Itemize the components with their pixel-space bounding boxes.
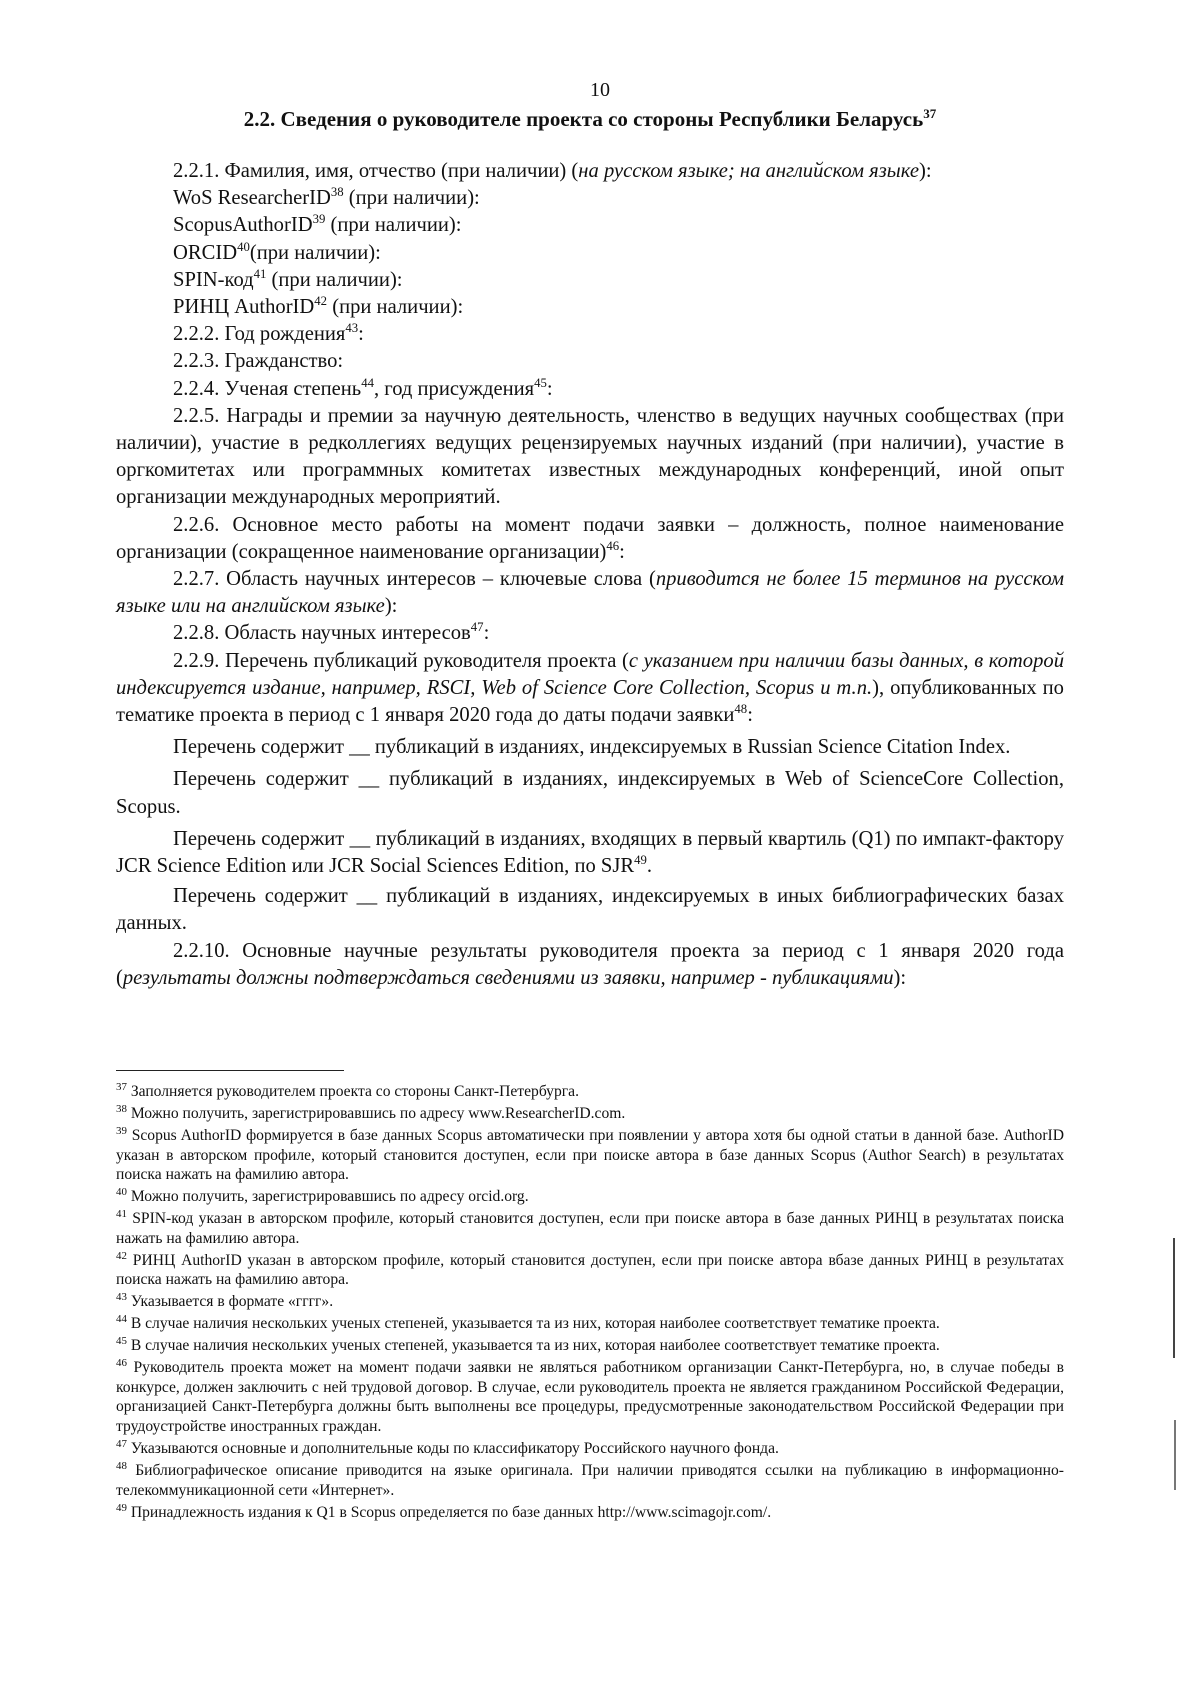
footnote: $^{48}$ Библиографическое описание приводится на языке оригинала. При наличии приводятся ссылки на публикацию в информационно-телекоммуникационной сети «Интернет».: [116, 1459, 1064, 1499]
footnote: $^{45}$ В случае наличия нескольких ученых степеней, указывается та из них, которая наиболее соответствует тематике проекта.: [116, 1335, 940, 1355]
footnote-ref: 39: [312, 212, 326, 227]
list-wos-scopus: Перечень содержит __ публикаций в изданиях, индексируемых в Web of ScienceCore Collection, Scopus.: [116, 768, 1064, 818]
footnote: $^{40}$ Можно получить, зарегистрировавшись по адресу orcid.org.: [116, 1185, 529, 1206]
list-q1: Перечень содержит __ публикаций в изданиях, входящих в первый квартиль (Q1) по импакт-фактору JCR Science Edition или JCR Social Sciences Edition, по SJR$^{49}$.: [116, 827, 1064, 878]
footnote: $^{37}$ Заполняется руководителем проекта со стороны Санкт-Петербурга.: [116, 1080, 579, 1100]
item-rinc-authorid: РИНЦ AuthorID$^{42}$ (при наличии):: [173, 294, 464, 319]
footnote: $^{43}$ Указывается в формате «гггг».: [116, 1291, 334, 1311]
footnote-ref: 46: [606, 538, 620, 553]
footnote-ref: 47: [470, 620, 484, 635]
footnote-ref: 43: [345, 321, 359, 336]
footnote-ref: 41: [253, 266, 267, 281]
page-number: 10: [590, 79, 610, 101]
scan-edge-mark: [1174, 1420, 1176, 1490]
item-wos-researcherid: WoS ResearcherID$^{38}$ (при наличии):: [173, 185, 480, 210]
footnote-ref: 45: [534, 375, 547, 390]
item-citizenship: 2.2.3. Гражданство:: [173, 350, 344, 373]
item-interests: 2.2.8. Область научных интересов$^{47}$:: [173, 620, 490, 645]
footnote: $^{42}$ РИНЦ AuthorID указан в авторском профиле, который становится доступен, если при поиске автора вбазе данных РИНЦ в результатах поиска нажать на фамилию автора.: [116, 1249, 1064, 1289]
item-scopus-authorid: ScopusAuthorID$^{39}$ (при наличии):: [173, 212, 462, 237]
section-heading-text: 2.2. Сведения о руководителе проекта со стороны Республики Беларусь: [243, 107, 924, 131]
footnote-ref: 38: [330, 185, 344, 200]
footnote-ref: 42: [314, 294, 328, 309]
footnote: $^{41}$ SPIN-код указан в авторском профиле, который становится доступен, если при поиске автора в базе данных РИНЦ в результатах поиска нажать на фамилию автора.: [116, 1207, 1064, 1247]
item-results: 2.2.10. Основные научные результаты руководителя проекта за период с 1 января 2020 года (результаты должны подтверждаться сведениями из заявки, например - публикациями):: [116, 939, 1064, 989]
list-other-databases: Перечень содержит __ публикаций в изданиях, индексируемых в иных библиографических базах данных.: [116, 885, 1064, 935]
footnote: $^{46}$ Руководитель проекта может на момент подачи заявки не являться работником организации Санкт-Петербурга, но, в случае победы в конкурсе, должен заключить с ней трудовой договор. В случае, если руководитель проекта не является гражданином Российской Федерации, организацией Санкт-Петербурга должны быть выполнены все процедуры, предусмотренные законодательством Российской Федерации при трудоустройстве иностранных граждан.: [116, 1357, 1064, 1436]
scan-edge-mark: [1173, 1238, 1175, 1358]
footnote-ref: 44: [361, 375, 374, 390]
footnotes: [116, 1082, 1064, 1525]
item-fio: 2.2.1. Фамилия, имя, отчество (при наличии) (на русском языке; на английском языке):: [173, 160, 932, 182]
section-heading: [116, 106, 1064, 132]
footnote-separator: [116, 1070, 344, 1071]
footnote-ref: 37: [923, 106, 937, 121]
item-spin: SPIN-код$^{41}$ (при наличии):: [173, 266, 403, 291]
footnote: $^{47}$ Указываются основные и дополнительные коды по классификатору Российского научного фонда.: [116, 1437, 779, 1457]
main-text: [116, 158, 1064, 992]
footnote-ref: 49: [634, 853, 647, 868]
footnote: $^{38}$ Можно получить, зарегистрировавшись по адресу www.ResearcherID.com.: [116, 1102, 626, 1122]
item-orcid: ORCID$^{40}$(при наличии):: [173, 239, 381, 264]
item-birth-year: 2.2.2. Год рождения$^{43}$:: [173, 321, 364, 346]
item-awards: 2.2.5. Награды и премии за научную деятельность, членство в ведущих научных сообществах (при наличии), участие в редколлегиях ведущих рецензируемых научных изданий (при наличии), участие в оргкомитетах или программных комитетах известных международных конференций, иной опыт организации международных мероприятий.: [116, 404, 1064, 509]
footnote-ref: 40: [237, 239, 250, 254]
item-degree: 2.2.4. Ученая степень$^{44}$, год присуждения$^{45}$:: [173, 375, 553, 400]
item-workplace: 2.2.6. Основное место работы на момент подачи заявки – должность, полное наименование организации (сокращенное наименование организации)$^{46}$:: [116, 513, 1064, 563]
list-rsci: Перечень содержит __ публикаций в изданиях, индексируемых в Russian Science Citation Index.: [173, 736, 1011, 759]
footnote-ref: 48: [734, 702, 748, 717]
footnote: $^{39}$ Scopus AuthorID формируется в базе данных Scopus автоматически при появлении у автора хотя бы одной статьи в данной базе. AuthorID указан в авторском профиле, который становится доступен, если при поиске автора в базе данных Scopus (Author Search) в результатах поиска нажать на фамилию автора.: [116, 1124, 1064, 1184]
item-publications: 2.2.9. Перечень публикаций руководителя проекта (с указанием при наличии базы данных, в которой индексируется издание, например, RSCI, Web of Science Core Collection, Scopus и т.п.), опубликованных по тематике проекта в период с 1 января 2020 года до даты подачи заявки$^{48}$:: [116, 649, 1064, 727]
footnote: $^{49}$ Принадлежность издания к Q1 в Scopus определяется по базе данных http://www.scimagojr.com/.: [116, 1501, 772, 1521]
item-keywords: 2.2.7. Область научных интересов – ключевые слова (приводится не более 15 терминов на русском языке или на английском языке):: [116, 568, 1065, 618]
footnote: $^{44}$ В случае наличия нескольких ученых степеней, указывается та из них, которая наиболее соответствует тематике проекта.: [116, 1313, 940, 1333]
